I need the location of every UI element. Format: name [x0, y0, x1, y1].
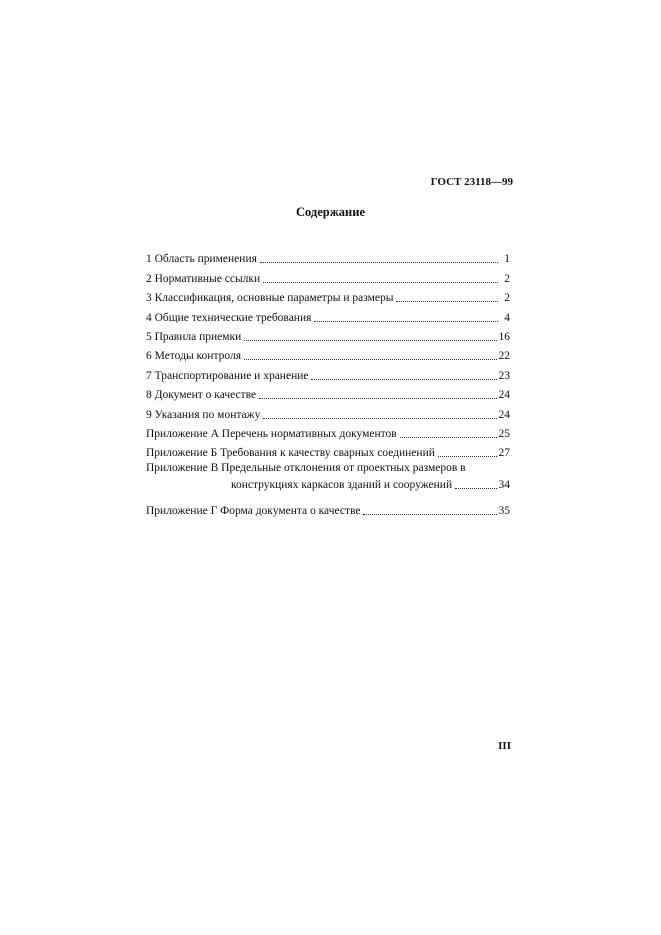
toc-entry[interactable] — [146, 382, 510, 401]
toc-entry-label: Приложение В Предельные отклонения от проектных размеров в — [146, 462, 466, 475]
page-number: III — [498, 740, 511, 752]
toc-entry-label: 3 Классификация, основные параметры и размеры — [146, 292, 394, 305]
toc-leader-dots — [260, 261, 498, 263]
toc-entry-label: 5 Правила приемки — [146, 330, 242, 343]
document-code: ГОСТ 23118—99 — [430, 176, 513, 188]
toc-entry-page: 16 — [498, 330, 510, 343]
toc-entry-label: 6 Методы контроля — [146, 350, 241, 363]
toc-entry[interactable] — [146, 401, 510, 420]
toc-leader-dots — [311, 378, 496, 380]
toc-entry-page: 4 — [504, 311, 510, 324]
toc-leader-dots — [363, 513, 496, 515]
toc-leader-dots — [263, 281, 498, 283]
toc-leader-dots — [400, 436, 497, 438]
toc-leader-dots — [244, 358, 497, 360]
toc-leader-dots — [396, 300, 498, 302]
toc-entry-page: 2 — [504, 292, 510, 305]
toc-leader-dots — [438, 455, 497, 457]
toc-leader-dots — [244, 339, 496, 341]
toc-entry-page: 24 — [498, 408, 510, 421]
toc-entry-page: 2 — [504, 272, 510, 285]
toc-entry[interactable] — [146, 440, 510, 459]
toc-entry-page: 34 — [498, 479, 510, 492]
toc-entry-continuation — [231, 479, 510, 491]
table-of-contents — [146, 246, 510, 517]
toc-entry-label: Приложение Б Требования к качеству сварных соединений — [146, 447, 435, 460]
toc-leader-dots — [314, 320, 498, 322]
toc-entry[interactable] — [146, 459, 510, 497]
toc-entry[interactable] — [146, 265, 510, 284]
toc-entry-label-continued: конструкциях каркасов зданий и сооружений — [231, 479, 453, 492]
toc-entry-label: 8 Документ о качестве — [146, 389, 257, 402]
toc-entry-page: 1 — [504, 253, 510, 266]
toc-entry[interactable] — [146, 421, 510, 440]
toc-entry-page: 24 — [498, 389, 510, 402]
toc-entry-label: 2 Нормативные ссылки — [146, 272, 261, 285]
toc-entry[interactable] — [146, 343, 510, 362]
toc-entry-page: 35 — [498, 504, 510, 517]
toc-leader-dots — [259, 397, 496, 399]
toc-leader-dots — [263, 417, 496, 419]
toc-entry[interactable] — [146, 497, 510, 516]
toc-entry[interactable] — [146, 362, 510, 381]
toc-entry-label: 7 Транспортирование и хранение — [146, 369, 309, 382]
toc-leader-dots — [455, 487, 496, 489]
toc-entry[interactable] — [146, 285, 510, 304]
toc-entry-label: 1 Область применения — [146, 253, 257, 266]
toc-entry-page: 25 — [498, 427, 510, 440]
toc-title: Содержание — [295, 205, 365, 219]
toc-entry[interactable] — [146, 324, 510, 343]
toc-entry-page: 27 — [498, 447, 510, 460]
toc-entry[interactable] — [146, 304, 510, 323]
toc-entry[interactable] — [146, 246, 510, 265]
toc-entry-label: 9 Указания по монтажу — [146, 408, 261, 421]
toc-entry-label: 4 Общие технические требования — [146, 311, 312, 324]
toc-entry-label: Приложение Г Форма документа о качестве — [146, 504, 361, 517]
toc-entry-page: 23 — [498, 369, 510, 382]
toc-entry-label: Приложение А Перечень нормативных документов — [146, 427, 397, 440]
toc-entry-page: 22 — [498, 350, 510, 363]
